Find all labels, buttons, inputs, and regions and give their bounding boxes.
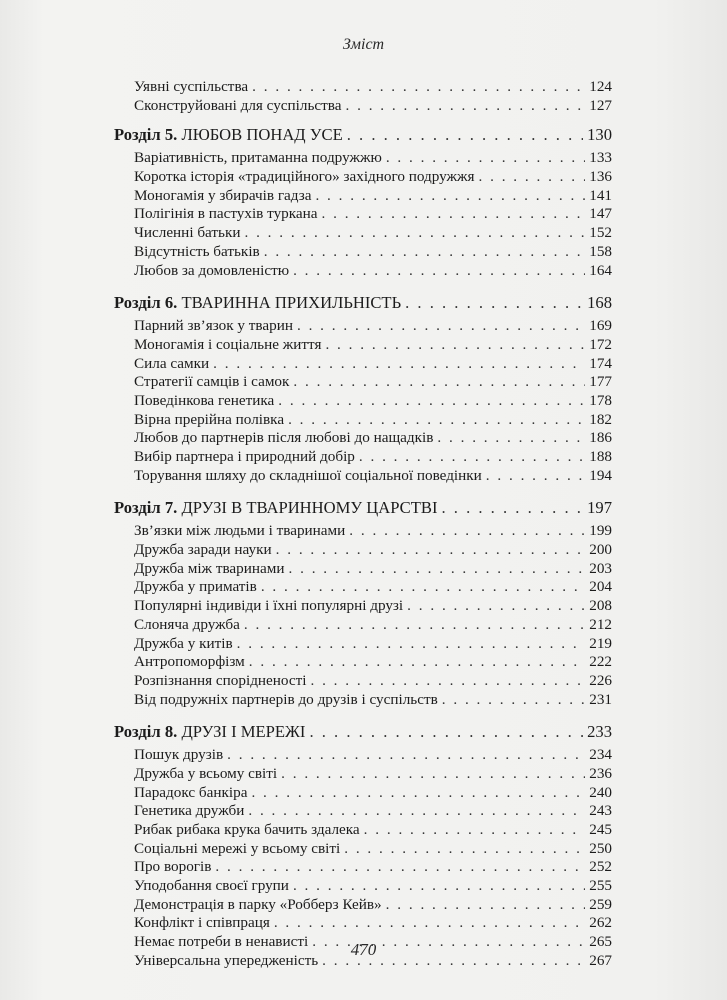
toc-entry-title: Вибір партнера і природний добір <box>134 448 355 465</box>
toc-chapter-entry[interactable] <box>114 497 612 519</box>
toc-section-entry[interactable] <box>114 821 612 840</box>
dot-leader <box>276 541 586 560</box>
toc-section-entry[interactable] <box>114 336 612 355</box>
toc-page-number: 203 <box>589 559 612 577</box>
toc-entry-title: Слоняча дружба <box>134 615 240 633</box>
toc-page-number: 199 <box>589 522 612 540</box>
toc-entry-title: Вірна прерійна полівка <box>134 410 285 428</box>
toc-entry-title: Популярні індивіди і їхні популярні друзі <box>134 597 404 615</box>
chapter-prefix: Розділ 8. <box>114 722 178 742</box>
toc-page-number: 147 <box>589 205 612 223</box>
toc-page-number: 158 <box>589 242 612 260</box>
dot-leader <box>252 78 585 97</box>
toc-page-number: 233 <box>587 722 612 742</box>
toc-page-number: 267 <box>589 951 612 969</box>
toc-page-number: 197 <box>587 498 612 518</box>
toc-section-entry[interactable] <box>114 262 612 281</box>
toc-entry-title <box>114 721 305 743</box>
toc-page-number: 178 <box>589 391 612 409</box>
chapter-title: ДРУЗІ І МЕРЕЖІ <box>181 722 306 742</box>
toc-section-entry[interactable] <box>114 877 612 896</box>
dot-leader <box>359 448 585 467</box>
toc-section-entry[interactable] <box>114 560 612 579</box>
running-head: Зміст <box>342 36 385 53</box>
toc-page-number: 265 <box>589 933 612 951</box>
dot-leader <box>288 411 585 430</box>
toc-page-number: 152 <box>589 224 612 242</box>
toc-entry-title: Дружба заради науки <box>134 541 272 559</box>
dot-leader <box>297 317 585 336</box>
dot-leader <box>274 914 585 933</box>
dot-leader <box>344 840 585 859</box>
toc-entry-title: Від подружніх партнерів до друзів і суспільств <box>134 690 438 708</box>
toc-page-number: 231 <box>589 690 612 708</box>
toc-entry-title: Відсутність батьків <box>134 242 260 260</box>
dot-leader <box>486 467 585 486</box>
dot-leader <box>346 97 586 116</box>
toc-entry-title: Дружба між тваринами <box>134 559 285 577</box>
dot-leader <box>293 877 585 896</box>
toc-section-entry[interactable] <box>114 467 612 486</box>
dot-leader <box>349 522 585 541</box>
toc-chapter-entry[interactable] <box>114 721 612 743</box>
toc-page-number: 262 <box>589 914 612 932</box>
toc-entry-title: Любов за домовленістю <box>134 261 290 279</box>
toc-section-entry[interactable] <box>114 429 612 448</box>
dot-leader <box>437 429 585 448</box>
dot-leader <box>441 497 583 519</box>
dot-leader <box>289 560 586 579</box>
dot-leader <box>215 858 585 877</box>
chapter-title: ДРУЗІ В ТВАРИННОМУ ЦАРСТВІ <box>181 498 438 518</box>
dot-leader <box>315 187 585 206</box>
toc-entry-title <box>114 124 343 146</box>
toc-section-entry[interactable] <box>114 205 612 224</box>
toc-page-number: 127 <box>589 96 612 114</box>
dot-leader <box>407 597 585 616</box>
toc-entry-title: Універсальна упередженість <box>134 951 319 969</box>
dot-leader <box>281 765 585 784</box>
toc-section-entry[interactable] <box>114 635 612 654</box>
toc-page-number: 141 <box>589 186 612 204</box>
toc-section-entry[interactable] <box>114 224 612 243</box>
toc-section-entry[interactable] <box>114 448 612 467</box>
table-of-contents <box>114 78 612 971</box>
toc-section-entry[interactable] <box>114 746 612 765</box>
toc-page-number: 177 <box>589 373 612 391</box>
toc-section-entry[interactable] <box>114 653 612 672</box>
chapter-prefix: Розділ 5. <box>114 125 178 145</box>
toc-section-entry[interactable] <box>114 392 612 411</box>
dot-leader <box>386 149 585 168</box>
toc-entry-title: Коротка історія «традиційного» західного подружжя <box>134 168 475 186</box>
toc-entry-title: Пошук друзів <box>134 746 224 764</box>
toc-entry-title: Дружба у приматів <box>134 578 257 596</box>
toc-page-number: 124 <box>589 78 612 95</box>
toc-entry-title <box>114 497 437 519</box>
chapter-title: ТВАРИННА ПРИХИЛЬНІСТЬ <box>181 293 402 313</box>
toc-page-number: 208 <box>589 597 612 615</box>
dot-leader <box>442 691 585 710</box>
dot-leader <box>322 205 586 224</box>
toc-entry-title: Моногамія і соціальне життя <box>134 335 322 353</box>
toc-entry-title: Демонстрація в парку «Робберз Кейв» <box>134 895 382 913</box>
toc-page-number: 243 <box>589 802 612 820</box>
toc-section-entry[interactable] <box>114 691 612 710</box>
toc-section-entry[interactable] <box>114 522 612 541</box>
toc-entry-title: Парадокс банкіра <box>134 783 248 801</box>
toc-section-entry[interactable] <box>114 840 612 859</box>
toc-entry-title: Торування шляху до складнішої соціальної поведінки <box>134 466 482 484</box>
toc-entry-title: Конфлікт і співпраця <box>134 914 270 932</box>
toc-page-number: 164 <box>589 261 612 279</box>
dot-leader <box>364 821 586 840</box>
dot-leader <box>386 896 586 915</box>
dot-leader <box>347 124 583 146</box>
toc-section-entry[interactable] <box>114 97 612 116</box>
toc-entry-title: Сила самки <box>134 354 210 372</box>
dot-leader <box>248 802 585 821</box>
toc-page-number: 136 <box>589 168 612 186</box>
toc-entry-title: Розпізнання спорідненості <box>134 671 307 689</box>
toc-entry-title: Немає потреби в ненависті <box>134 933 309 951</box>
toc-page-number: 212 <box>589 615 612 633</box>
toc-section-entry[interactable] <box>114 541 612 560</box>
toc-page-number: 226 <box>589 671 612 689</box>
dot-leader <box>479 168 586 187</box>
dot-leader <box>293 373 585 392</box>
toc-page-number: 133 <box>589 149 612 167</box>
toc-page-number: 186 <box>589 429 612 447</box>
toc-section-entry[interactable] <box>114 784 612 803</box>
toc-page-number: 245 <box>589 821 612 838</box>
toc-entry-title: Дружба у китів <box>134 634 233 652</box>
toc-page-number: 250 <box>589 839 612 857</box>
toc-entry-title: Поведінкова генетика <box>134 391 275 409</box>
toc-section-entry[interactable] <box>114 187 612 206</box>
toc-page-number: 169 <box>589 317 612 335</box>
toc-entry-title: Уподобання своєї групи <box>134 877 289 895</box>
toc-entry-title: Про ворогів <box>134 858 212 876</box>
dot-leader <box>249 653 585 672</box>
toc-page-number: 240 <box>589 783 612 801</box>
toc-entry-title: Уявні суспільства <box>134 78 249 95</box>
toc-page-number: 168 <box>587 293 612 313</box>
toc-entry-title: Антропоморфізм <box>134 653 245 671</box>
toc-section-entry[interactable] <box>114 616 612 635</box>
dot-leader <box>213 355 585 374</box>
toc-section-entry[interactable] <box>114 411 612 430</box>
toc-section-entry[interactable] <box>114 78 612 97</box>
dot-leader <box>310 672 585 691</box>
toc-entry-title: Стратегії самців і самок <box>134 373 290 391</box>
toc-section-entry[interactable] <box>114 243 612 262</box>
dot-leader <box>261 578 585 597</box>
toc-section-entry[interactable] <box>114 168 612 187</box>
toc-section-entry[interactable] <box>114 858 612 877</box>
toc-section-entry[interactable] <box>114 578 612 597</box>
toc-page-number: 174 <box>589 354 612 372</box>
toc-entry-title: Дружба у всьому світі <box>134 764 278 782</box>
toc-page-number: 188 <box>589 448 612 465</box>
chapter-prefix: Розділ 7. <box>114 498 178 518</box>
dot-leader <box>278 392 585 411</box>
dot-leader <box>227 746 585 765</box>
toc-section-entry[interactable] <box>114 765 612 784</box>
toc-section-entry[interactable] <box>114 355 612 374</box>
dot-leader <box>309 721 583 743</box>
toc-section-entry[interactable] <box>114 373 612 392</box>
dot-leader <box>237 635 586 654</box>
toc-page-number: 182 <box>589 410 612 428</box>
toc-page-number: 222 <box>589 653 612 671</box>
toc-entry-title: Парний зв’язок у тварин <box>134 317 293 335</box>
dot-leader <box>244 224 585 243</box>
toc-entry-title: Зв’язки між людьми і тваринами <box>134 522 346 540</box>
toc-section-entry[interactable] <box>114 802 612 821</box>
toc-chapter-entry[interactable] <box>114 292 612 314</box>
dot-leader <box>405 292 583 314</box>
toc-entry-title: Сконструйовані для суспільства <box>134 96 342 114</box>
toc-page-number: 200 <box>589 541 612 559</box>
dot-leader <box>293 262 585 281</box>
chapter-title: ЛЮБОВ ПОНАД УСЕ <box>181 125 343 145</box>
toc-entry-title: Моногамія у збирачів гадза <box>134 186 312 204</box>
toc-entry-title: Соціальні мережі у всьому світі <box>134 839 341 857</box>
toc-entry-title: Численні батьки <box>134 224 241 242</box>
page-number: 470 <box>350 940 377 959</box>
toc-page-number: 255 <box>589 877 612 895</box>
toc-chapter-entry[interactable] <box>114 124 612 146</box>
toc-page-number: 259 <box>589 895 612 913</box>
toc-entry-title: Любов до партнерів після любові до нащадків <box>134 429 434 447</box>
toc-page-number: 204 <box>589 578 612 596</box>
toc-section-entry[interactable] <box>114 672 612 691</box>
toc-page-number: 172 <box>589 335 612 353</box>
dot-leader <box>325 336 585 355</box>
dot-leader <box>244 616 585 635</box>
toc-section-entry[interactable] <box>114 914 612 933</box>
toc-page-number: 219 <box>589 634 612 652</box>
chapter-prefix: Розділ 6. <box>114 293 178 313</box>
toc-page-number: 252 <box>589 858 612 876</box>
toc-section-entry[interactable] <box>114 597 612 616</box>
toc-entry-title: Полігінія в пастухів туркана <box>134 205 318 223</box>
toc-entry-title: Рибак рибака крука бачить здалека <box>134 821 360 838</box>
toc-page-number: 194 <box>589 466 612 484</box>
toc-entry-title <box>114 292 401 314</box>
toc-page-number: 236 <box>589 764 612 782</box>
toc-page-number: 130 <box>587 125 612 145</box>
toc-entry-title: Варіативність, притаманна подружжю <box>134 149 382 167</box>
toc-page-number: 234 <box>589 746 612 764</box>
dot-leader <box>264 243 586 262</box>
toc-section-entry[interactable] <box>114 317 612 336</box>
toc-section-entry[interactable] <box>114 896 612 915</box>
toc-entry-title: Генетика дружби <box>134 802 245 820</box>
toc-section-entry[interactable] <box>114 149 612 168</box>
dot-leader <box>251 784 585 803</box>
